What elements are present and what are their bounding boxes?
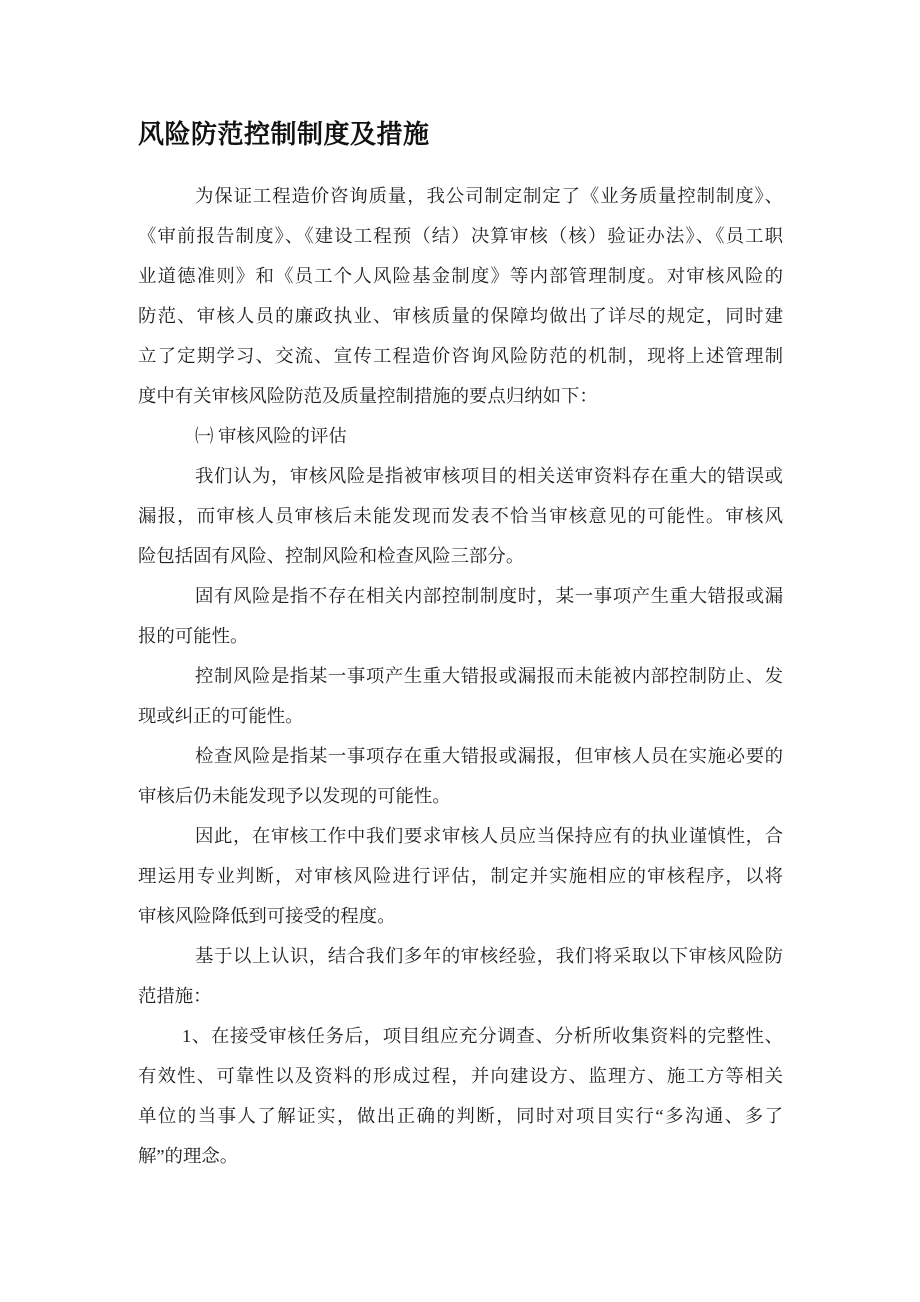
text-line: 基于以上认识，结合我们多年的审核经验，我们将采取以下审核风险防	[195, 946, 783, 966]
text-line: 范措施：	[138, 986, 212, 1006]
text-line: 有效性、可靠性以及资料的形成过程，并向建设方、监理方、施工方等相关	[138, 1066, 783, 1086]
text-line: 审核风险降低到可接受的程度。	[138, 906, 396, 926]
text-line: 审核后仍未能发现予以发现的可能性。	[138, 786, 451, 806]
document-title: 风险防范控制制度及措施	[138, 120, 430, 149]
document-body	[138, 176, 783, 1176]
text-line: 《审前报告制度》、《建设工程预（结）决算审核（核）验证办法》、《员工职	[138, 226, 783, 246]
text-line: 检查风险是指某一事项存在重大错报或漏报，但审核人员在实施必要的	[195, 746, 783, 766]
text-line: ㈠ 审核风险的评估	[195, 426, 347, 446]
text-line: 理运用专业判断，对审核风险进行评估，制定并实施相应的审核程序，以将	[138, 866, 783, 886]
text-line: 报的可能性。	[138, 626, 249, 646]
text-line: 因此，在审核工作中我们要求审核人员应当保持应有的执业谨慎性，合	[195, 826, 783, 846]
text-line: 1、在接受审核任务后，项目组应充分调查、分析所收集资料的完整性、	[182, 1026, 783, 1046]
text-line: 解”的理念。	[138, 1146, 239, 1166]
text-line: 为保证工程造价咨询质量，我公司制定制定了《业务质量控制制度》、	[195, 186, 783, 206]
text-line: 立了定期学习、交流、宣传工程造价咨询风险防范的机制，现将上述管理制	[138, 346, 783, 366]
text-line: 控制风险是指某一事项产生重大错报或漏报而未能被内部控制防止、发	[195, 666, 783, 686]
text-line: 业道德准则》和《员工个人风险基金制度》等内部管理制度。对审核风险的	[138, 266, 783, 286]
text-line: 漏报，而审核人员审核后未能发现而发表不恰当审核意见的可能性。审核风	[138, 506, 783, 526]
text-line: 单位的当事人了解证实，做出正确的判断，同时对项目实行“多沟通、多了	[138, 1106, 783, 1126]
text-line: 我们认为，审核风险是指被审核项目的相关送审资料存在重大的错误或	[195, 466, 783, 486]
text-line: 现或纠正的可能性。	[138, 706, 304, 726]
text-line: 防范、审核人员的廉政执业、审核质量的保障均做出了详尽的规定，同时建	[138, 306, 783, 326]
text-line: 险包括固有风险、控制风险和检查风险三部分。	[138, 546, 525, 566]
text-line: 固有风险是指不存在相关内部控制制度时，某一事项产生重大错报或漏	[195, 586, 783, 606]
text-line: 度中有关审核风险防范及质量控制措施的要点归纳如下：	[138, 386, 598, 406]
